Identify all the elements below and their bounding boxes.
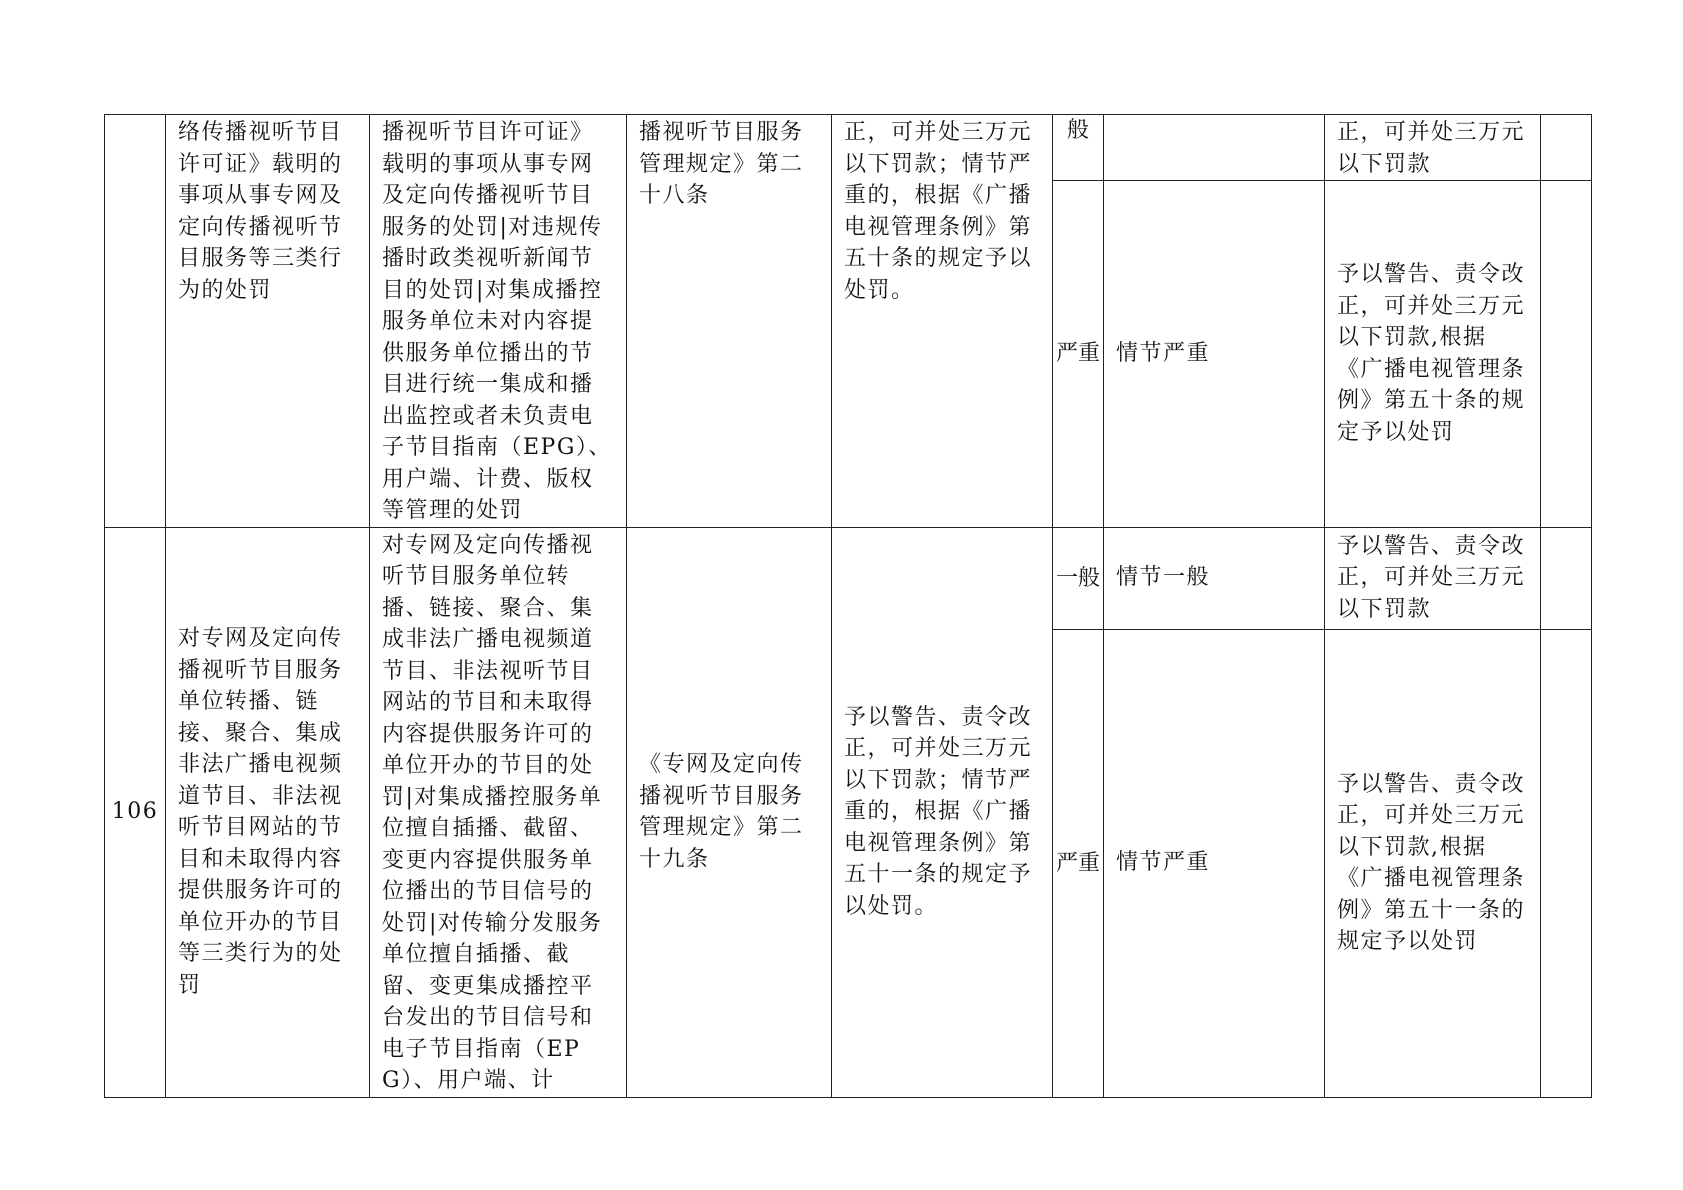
row-number-cell [105, 115, 166, 528]
note-cell [1541, 527, 1592, 629]
discretion-level-cell: 严重 [1053, 629, 1104, 1097]
table-row [105, 527, 1592, 629]
sub-items-cell: 播视听节目许可证》载明的事项从事专网及定向传播视听节目服务的处罚|对违规传播时政类视听新闻节目的处罚|对集成播控服务单位未对内容提供服务单位播出的节目进行统一集成和播出监控或者未负责电子节目指南（EPG）、用户端、计费、版权等管理的处罚 [370, 115, 627, 528]
circumstance-cell [1104, 115, 1325, 181]
discretion-level-cell: 般 [1053, 115, 1104, 181]
violation-item-cell: 对专网及定向传播视听节目服务单位转播、链接、聚合、集成非法广播电视频道节目、非法视听节目网站的节目和未取得内容提供服务许可的单位开办的节目等三类行为的处罚 [166, 527, 370, 1097]
penalty-standards-table [104, 114, 1592, 1098]
note-cell [1541, 181, 1592, 527]
circumstance-cell: 情节严重 [1104, 629, 1325, 1097]
violation-item-cell: 络传播视听节目许可证》载明的事项从事专网及定向传播视听节目服务等三类行为的处罚 [166, 115, 370, 528]
circumstance-cell: 情节严重 [1104, 181, 1325, 527]
note-cell [1541, 629, 1592, 1097]
row-number-cell: 106 [105, 527, 166, 1097]
discretion-level-cell: 一般 [1053, 527, 1104, 629]
table-row [105, 115, 1592, 181]
penalty-provision-cell: 予以警告、责令改正，可并处三万元以下罚款；情节严重的，根据《广播电视管理条例》第五十一条的规定予以处罚。 [832, 527, 1053, 1097]
sub-items-cell: 对专网及定向传播视听节目服务单位转播、链接、聚合、集成非法广播电视频道节目、非法视听节目网站的节目和未取得内容提供服务许可的单位开办的节目的处罚|对集成播控服务单位擅自插播、截留、变更内容提供服务单位播出的节目信号的处罚|对传输分发服务单位擅自插播、截留、变更集成播控平台发出的节目信号和电子节目指南（EPG）、用户端、计 [370, 527, 627, 1097]
penalty-provision-cell: 正，可并处三万元以下罚款；情节严重的，根据《广播电视管理条例》第五十条的规定予以处罚。 [832, 115, 1053, 528]
legal-basis-cell: 《专网及定向传播视听节目服务管理规定》第二十九条 [627, 527, 832, 1097]
note-cell [1541, 115, 1592, 181]
penalty-standard-cell: 正，可并处三万元以下罚款 [1325, 115, 1541, 181]
penalty-standard-cell: 予以警告、责令改正，可并处三万元以下罚款 [1325, 527, 1541, 629]
penalty-standard-cell: 予以警告、责令改正，可并处三万元以下罚款,根据《广播电视管理条例》第五十一条的规定予以处罚 [1325, 629, 1541, 1097]
discretion-level-cell: 严重 [1053, 181, 1104, 527]
penalty-standard-cell: 予以警告、责令改正，可并处三万元以下罚款,根据《广播电视管理条例》第五十条的规定予以处罚 [1325, 181, 1541, 527]
legal-basis-cell: 播视听节目服务管理规定》第二十八条 [627, 115, 832, 528]
circumstance-cell: 情节一般 [1104, 527, 1325, 629]
